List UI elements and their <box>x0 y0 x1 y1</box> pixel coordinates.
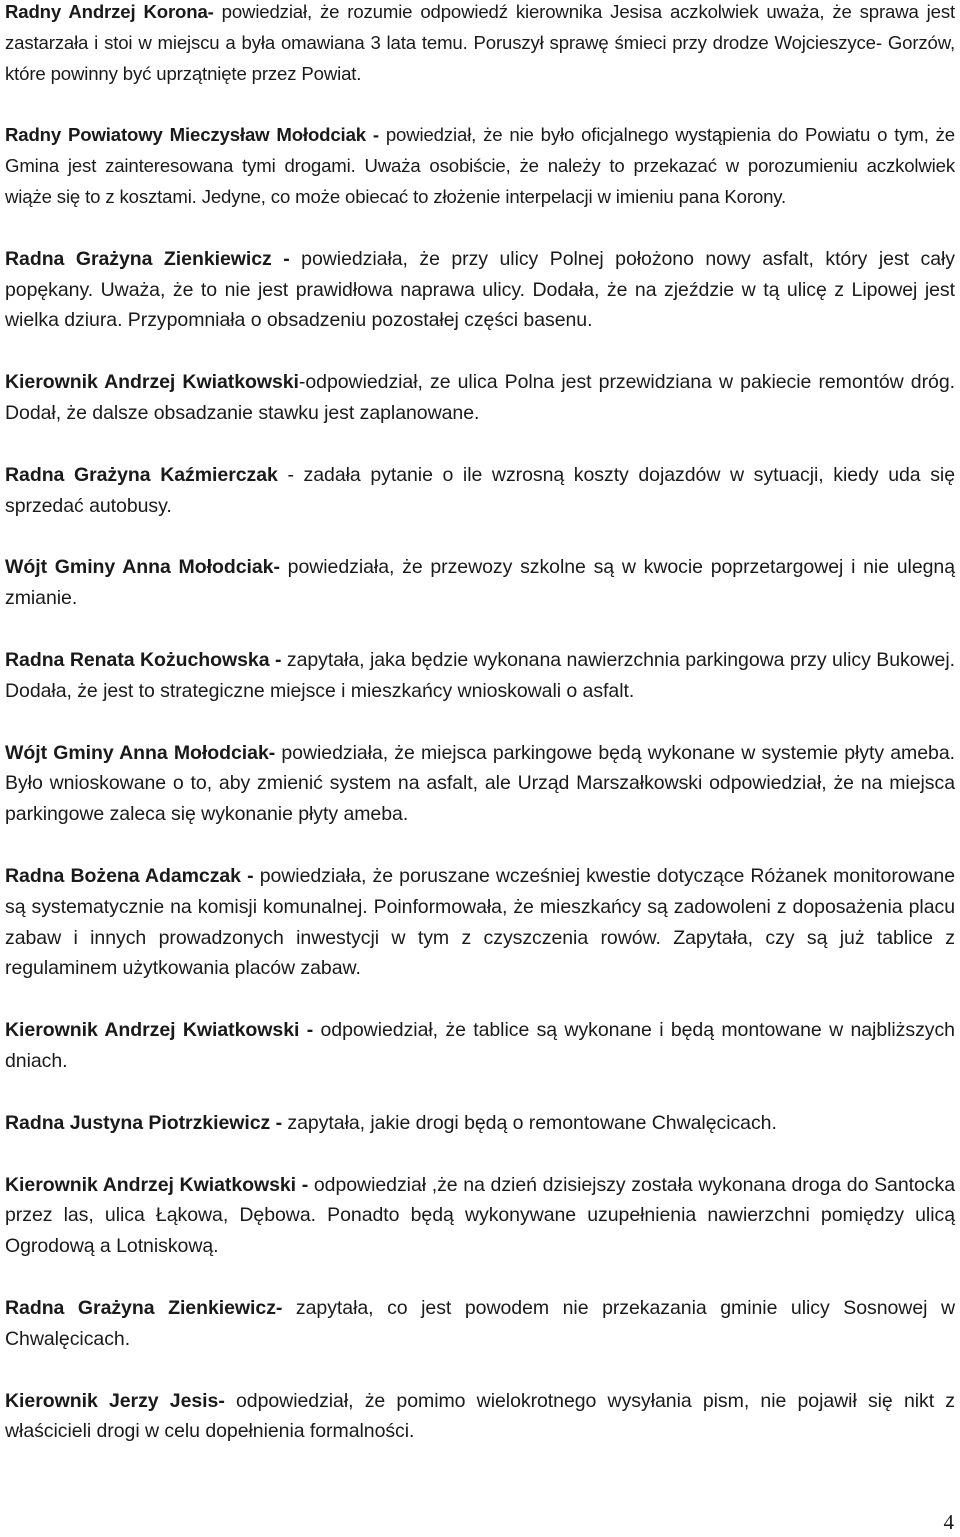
paragraph-zienkiewicz-2 <box>5 1293 955 1355</box>
speaker-name: Kierownik Andrzej Kwiatkowski - <box>5 1019 314 1042</box>
paragraph-text: powiedziała, że miejsca parkingowe będą wykonane w systemie płyty ameba. Było wnioskowane o to, aby zmienić system na asfalt, ale Urząd Marszałkowski odpowiedział, że na miejsca parkingowe zaleca się wykonanie płyty ameba. <box>5 741 956 826</box>
paragraph-zienkiewicz-1 <box>5 244 955 336</box>
paragraph-wojt-1 <box>5 552 955 614</box>
paragraph-wojt-2 <box>5 738 955 830</box>
paragraph-kwiatkowski-1 <box>5 367 955 429</box>
paragraph-text: powiedziała, że przewozy szkolne są w kwocie poprzetargowej i nie ulegną zmianie. <box>5 556 955 610</box>
paragraph-adamczak <box>5 861 955 984</box>
document-body <box>5 0 955 1478</box>
paragraph-text: odpowiedział ,że na dzień dzisiejszy została wykonana droga do Santocka przez las, ulica Łąkowa, Dębowa. Ponadto będą wykonywane uzupełnienia nawierzchni pomiędzy ulicą Ogrodową a Lotniskową. <box>5 1173 955 1258</box>
paragraph-kozuchowska <box>5 645 955 707</box>
paragraph-text: -odpowiedział, ze ulica Polna jest przewidziana w pakiecie remontów dróg. Dodał, że dalsze obsadzanie stawku jest zaplanowane. <box>5 371 955 424</box>
speaker-name: Kierownik Andrzej Kwiatkowski - <box>5 1173 309 1196</box>
paragraph-text: powiedział, że rozumie odpowiedź kierownika Jesisa aczkolwiek uważa, że sprawa jest zastarzała i stoi w miejscu a była omawiana 3 lata temu. Poruszył sprawę śmieci przy drodze Wojcieszyce- Gorzów, które powinny być uprzątnięte przez Powiat. <box>5 1 955 84</box>
speaker-name: Radny Powiatowy Mieczysław Mołodciak - <box>5 124 379 146</box>
speaker-name: Wójt Gminy Anna Mołodciak- <box>5 556 280 579</box>
paragraph-jesis <box>5 1386 955 1448</box>
paragraph-text: - zadała pytanie o ile wzrosną koszty dojazdów w sytuacji, kiedy uda się sprzedać autobusy. <box>5 463 955 517</box>
paragraph-kwiatkowski-3 <box>5 1170 955 1262</box>
paragraph-kwiatkowski-2 <box>5 1015 955 1077</box>
paragraph-text: powiedziała, że poruszane wcześniej kwestie dotyczące Różanek monitorowane są systematycznie na komisji komunalnej. Poinformowała, że mieszkańcy są zadowoleni z doposażenia placu zabaw i innych prowadzonych inwestycji w tym z czyszczenia rowów. Zapytała, czy są już tablice z regulaminem użytkowania placów zabaw. <box>5 864 955 980</box>
speaker-name: Radny Andrzej Korona- <box>5 1 214 22</box>
paragraph-kazmierczak <box>5 460 955 522</box>
paragraph-text: powiedziała, że przy ulicy Polnej położono nowy asfalt, który jest cały popękany. Uważa, że to nie jest prawidłowa naprawa ulicy. Dodała, że na zjeździe w tą ulicę z Lipowej jest wielka dziura. Przypomniała o obsadzeniu pozostałej części basenu. <box>5 247 955 332</box>
page-number: 4 <box>943 1510 954 1534</box>
speaker-name: Radna Grażyna Kaźmierczak <box>5 463 278 486</box>
paragraph-text: zapytała, jakie drogi będą o remontowane Chwalęcicach. <box>282 1111 777 1134</box>
paragraph-text: odpowiedział, że pomimo wielokrotnego wysyłania pism, nie pojawił się nikt z właścicieli drogi w celu dopełnienia formalności. <box>5 1389 955 1443</box>
speaker-name: Wójt Gminy Anna Mołodciak- <box>5 741 276 764</box>
speaker-name: Radna Renata Kożuchowska - <box>5 648 282 671</box>
speaker-name: Kierownik Andrzej Kwiatkowski <box>5 371 299 394</box>
paragraph-text: zapytała, co jest powodem nie przekazania gminie ulicy Sosnowej w Chwalęcicach. <box>5 1296 956 1350</box>
paragraph-korona <box>5 0 955 89</box>
speaker-name: Radna Grażyna Zienkiewicz - <box>5 247 290 270</box>
speaker-name: Radna Bożena Adamczak - <box>5 864 254 887</box>
paragraph-text: odpowiedział, że tablice są wykonane i będą montowane w najbliższych dniach. <box>5 1019 955 1072</box>
paragraph-text: zapytała, jaka będzie wykonana nawierzchnia parkingowa przy ulicy Bukowej. Dodała, że jest to strategiczne miejsce i mieszkańcy wnioskowali o asfalt. <box>5 648 955 702</box>
speaker-name: Radna Grażyna Zienkiewicz- <box>5 1296 283 1319</box>
speaker-name: Kierownik Jerzy Jesis- <box>5 1389 225 1412</box>
paragraph-molodciak-powiat <box>5 120 955 212</box>
paragraph-piotrzkiewicz <box>5 1108 955 1139</box>
paragraph-text: powiedział, że nie było oficjalnego wystąpienia do Powiatu o tym, że Gmina jest zainteresowana tymi drogami. Uważa osobiście, że należy to przekazać w porozumieniu aczkolwiek wiąże się to z kosztami. Jedyne, co może obiecać to złożenie interpelacji w imieniu pana Korony. <box>5 124 955 207</box>
speaker-name: Radna Justyna Piotrzkiewicz - <box>5 1111 283 1134</box>
